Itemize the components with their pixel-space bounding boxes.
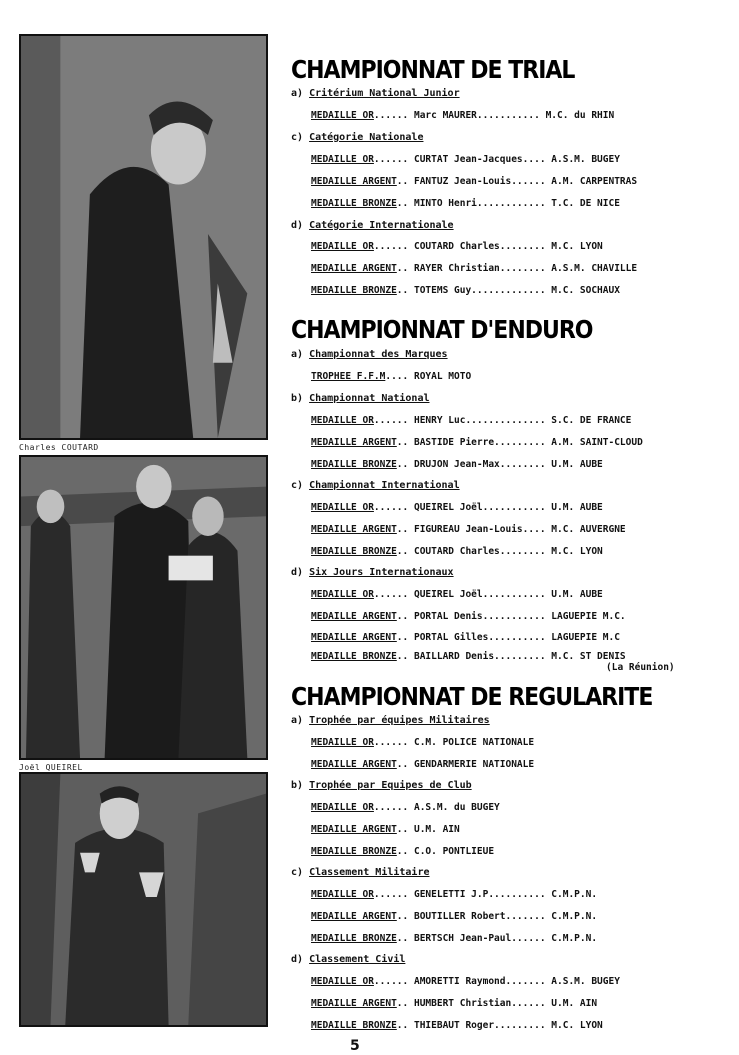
result-row <box>311 824 460 835</box>
club-name: M.C. LYON <box>551 1020 603 1031</box>
result-row <box>311 110 614 121</box>
club-name: T.C. DE NICE <box>551 198 620 209</box>
medal-label: MEDAILLE ARGENT <box>311 911 397 922</box>
competitor-name: MINTO Henri............ <box>413 198 546 209</box>
result-row <box>311 154 620 165</box>
result-row <box>311 759 534 770</box>
club-name: C.M.P.N. <box>551 911 598 922</box>
leader-dots: .. <box>396 911 409 922</box>
medal-label: MEDAILLE OR <box>311 889 374 900</box>
club-name: A.S.M. CHAVILLE <box>551 263 638 274</box>
result-row <box>311 611 626 622</box>
competitor-name: COUTARD Charles........ <box>413 546 546 557</box>
leader-dots: .. <box>396 846 409 857</box>
medal-label: MEDAILLE ARGENT <box>311 998 397 1009</box>
medal-label: MEDAILLE OR <box>311 502 374 513</box>
result-row <box>311 263 637 274</box>
group-letter: a) <box>291 715 304 726</box>
medal-label: MEDAILLE OR <box>311 415 374 426</box>
group-label: Trophée par équipes Militaires <box>309 715 490 726</box>
medal-label: MEDAILLE BRONZE <box>311 546 397 557</box>
medal-label: MEDAILLE ARGENT <box>311 437 397 448</box>
leader-dots: ...... <box>373 737 409 748</box>
medal-label: MEDAILLE OR <box>311 241 374 252</box>
photo-charles-coutard <box>19 34 268 440</box>
result-row <box>311 546 603 557</box>
group-label: Championnat International <box>309 480 460 491</box>
leader-dots: .. <box>396 1020 409 1031</box>
competitor-name: ROYAL MOTO <box>413 371 472 382</box>
medal-label: MEDAILLE ARGENT <box>311 176 397 187</box>
result-row <box>311 933 597 944</box>
leader-dots: ...... <box>373 502 409 513</box>
result-row <box>311 846 494 857</box>
competitor-name: A.S.M. du BUGEY <box>413 802 500 813</box>
medal-label: MEDAILLE ARGENT <box>311 824 397 835</box>
leader-dots: .. <box>396 824 409 835</box>
result-row <box>311 976 620 987</box>
result-row <box>311 285 620 296</box>
group-heading <box>291 567 454 578</box>
photo-figure-2 <box>21 457 266 758</box>
leader-dots: .. <box>396 546 409 557</box>
group-label: Critérium National Junior <box>309 88 460 99</box>
group-letter: c) <box>291 132 304 143</box>
club-name: M.C. du RHIN <box>545 110 615 121</box>
medal-label: MEDAILLE BRONZE <box>311 933 397 944</box>
result-row <box>311 198 620 209</box>
result-row <box>311 589 603 600</box>
medal-label: MEDAILLE BRONZE <box>311 651 397 662</box>
leader-dots: ...... <box>373 889 409 900</box>
leader-dots: ...... <box>373 415 409 426</box>
competitor-name: FANTUZ Jean-Louis...... <box>413 176 546 187</box>
group-letter: d) <box>291 954 304 965</box>
group-letter: d) <box>291 567 304 578</box>
group-heading <box>291 88 460 99</box>
group-label: Championnat des Marques <box>309 349 448 360</box>
competitor-name: BOUTILLER Robert....... <box>413 911 546 922</box>
club-name: U.M. AUBE <box>551 502 603 513</box>
club-name: LAGUEPIE M.C. <box>551 611 626 622</box>
competitor-name: HUMBERT Christian...... <box>413 998 546 1009</box>
leader-dots: ...... <box>373 802 409 813</box>
photo-caption: Joël QUEIREL <box>19 763 83 772</box>
section-title-enduro: CHAMPIONNAT D'ENDURO <box>291 316 593 345</box>
medal-label: MEDAILLE OR <box>311 589 374 600</box>
leader-dots: .. <box>396 998 409 1009</box>
competitor-name: C.O. PONTLIEUE <box>413 846 495 857</box>
leader-dots: .. <box>396 176 409 187</box>
medal-label: MEDAILLE BRONZE <box>311 459 397 470</box>
competitor-name: QUEIREL Joël........... <box>413 502 546 513</box>
medal-label: MEDAILLE BRONZE <box>311 1020 397 1031</box>
result-row <box>311 241 603 252</box>
competitor-name: COUTARD Charles........ <box>413 241 546 252</box>
group-heading <box>291 220 454 231</box>
group-heading <box>291 867 430 878</box>
medal-label: MEDAILLE ARGENT <box>311 632 397 643</box>
result-row <box>311 889 597 900</box>
medal-label: MEDAILLE OR <box>311 976 374 987</box>
competitor-name: THIEBAUT Roger......... <box>413 1020 546 1031</box>
group-letter: b) <box>291 393 304 404</box>
group-letter: a) <box>291 88 304 99</box>
section-title-trial: CHAMPIONNAT DE TRIAL <box>291 56 575 85</box>
club-note: (La Réunion) <box>606 662 675 673</box>
competitor-name: U.M. AIN <box>413 824 460 835</box>
result-row <box>311 911 597 922</box>
leader-dots: .. <box>396 263 409 274</box>
competitor-name: PORTAL Denis........... <box>413 611 546 622</box>
leader-dots: .. <box>396 524 409 535</box>
result-row <box>311 371 471 382</box>
leader-dots: .. <box>396 198 409 209</box>
competitor-name: BASTIDE Pierre......... <box>413 437 546 448</box>
group-letter: c) <box>291 867 304 878</box>
group-label: Championnat National <box>309 393 430 404</box>
leader-dots: .. <box>396 651 409 662</box>
group-heading <box>291 393 430 404</box>
group-label: Six Jours Internationaux <box>309 567 454 578</box>
leader-dots: ...... <box>373 976 409 987</box>
medal-label: MEDAILLE BRONZE <box>311 846 397 857</box>
group-label: Classement Militaire <box>309 867 430 878</box>
club-name: A.M. SAINT-CLOUD <box>551 437 643 448</box>
group-heading <box>291 954 405 965</box>
club-name: M.C. LYON <box>551 546 603 557</box>
competitor-name: AMORETTI Raymond....... <box>413 976 546 987</box>
page-number: 5 <box>350 1038 360 1054</box>
result-row <box>311 176 637 187</box>
leader-dots: .. <box>396 285 409 296</box>
result-row <box>311 502 603 513</box>
club-name: C.M.P.N. <box>551 889 598 900</box>
result-row <box>311 459 603 470</box>
club-name: A.M. CARPENTRAS <box>551 176 638 187</box>
photo-trophy-winner <box>19 772 268 1027</box>
competitor-name: BAILLARD Denis......... <box>413 651 546 662</box>
club-name: A.S.M. BUGEY <box>551 976 620 987</box>
group-heading <box>291 715 490 726</box>
leader-dots: .. <box>396 459 409 470</box>
competitor-name: CURTAT Jean-Jacques.... <box>413 154 546 165</box>
club-name: U.M. AUBE <box>551 589 603 600</box>
competitor-name: BERTSCH Jean-Paul...... <box>413 933 546 944</box>
club-name: S.C. DE FRANCE <box>551 415 632 426</box>
result-row <box>311 524 626 535</box>
medal-label: MEDAILLE OR <box>311 110 374 121</box>
group-heading <box>291 780 472 791</box>
medal-label: MEDAILLE ARGENT <box>311 263 397 274</box>
competitor-name: RAYER Christian........ <box>413 263 546 274</box>
club-name: C.M.P.N. <box>551 933 598 944</box>
group-heading <box>291 132 423 143</box>
club-name: M.C. LYON <box>551 241 603 252</box>
group-label: Catégorie Internationale <box>309 220 454 231</box>
competitor-name: C.M. POLICE NATIONALE <box>413 737 535 748</box>
result-row <box>311 998 597 1009</box>
result-row <box>311 437 643 448</box>
result-row <box>311 802 500 813</box>
group-label: Trophée par Equipes de Club <box>309 780 472 791</box>
club-name: U.M. AIN <box>551 998 598 1009</box>
medal-label: MEDAILLE BRONZE <box>311 285 397 296</box>
photo-caption: Charles COUTARD <box>19 443 99 452</box>
competitor-name: QUEIREL Joël........... <box>413 589 546 600</box>
group-label: Classement Civil <box>309 954 406 965</box>
medal-label: TROPHEE F.F.M <box>311 371 386 382</box>
leader-dots: .. <box>396 933 409 944</box>
medal-label: MEDAILLE OR <box>311 154 374 165</box>
medal-label: MEDAILLE BRONZE <box>311 198 397 209</box>
medal-label: MEDAILLE ARGENT <box>311 759 397 770</box>
photo-figure-3 <box>21 774 266 1025</box>
leader-dots: ...... <box>373 110 409 121</box>
group-letter: d) <box>291 220 304 231</box>
competitor-name: Marc MAURER........... <box>413 110 540 121</box>
competitor-name: HENRY Luc.............. <box>413 415 546 426</box>
result-row <box>311 651 626 662</box>
leader-dots: ...... <box>373 241 409 252</box>
competitor-name: GENELETTI J.P.......... <box>413 889 546 900</box>
medal-label: MEDAILLE ARGENT <box>311 611 397 622</box>
competitor-name: DRUJON Jean-Max........ <box>413 459 546 470</box>
club-name: U.M. AUBE <box>551 459 603 470</box>
competitor-name: GENDARMERIE NATIONALE <box>413 759 535 770</box>
club-name: A.S.M. BUGEY <box>551 154 620 165</box>
leader-dots: ...... <box>373 154 409 165</box>
group-letter: b) <box>291 780 304 791</box>
photo-joel-queirel <box>19 455 268 760</box>
medal-label: MEDAILLE ARGENT <box>311 524 397 535</box>
result-row <box>311 632 620 643</box>
competitor-name: FIGUREAU Jean-Louis.... <box>413 524 546 535</box>
leader-dots: .. <box>396 632 409 643</box>
leader-dots: ...... <box>373 589 409 600</box>
medal-label: MEDAILLE OR <box>311 802 374 813</box>
competitor-name: TOTEMS Guy............. <box>413 285 546 296</box>
group-label: Catégorie Nationale <box>309 132 424 143</box>
club-name: M.C. ST DENIS <box>551 651 626 662</box>
result-row <box>311 1020 603 1031</box>
group-letter: c) <box>291 480 304 491</box>
competitor-name: PORTAL Gilles.......... <box>413 632 546 643</box>
photo-figure-1 <box>21 36 266 438</box>
leader-dots: .. <box>396 437 409 448</box>
medal-label: MEDAILLE OR <box>311 737 374 748</box>
club-name: M.C. SOCHAUX <box>551 285 620 296</box>
result-row <box>311 737 534 748</box>
group-letter: a) <box>291 349 304 360</box>
club-name: LAGUEPIE M.C <box>551 632 620 643</box>
result-row <box>311 415 631 426</box>
club-name: M.C. AUVERGNE <box>551 524 626 535</box>
group-heading <box>291 349 448 360</box>
leader-dots: .... <box>385 371 409 382</box>
section-title-regularite: CHAMPIONNAT DE REGULARITE <box>291 683 653 712</box>
group-heading <box>291 480 460 491</box>
leader-dots: .. <box>396 759 409 770</box>
leader-dots: .. <box>396 611 409 622</box>
